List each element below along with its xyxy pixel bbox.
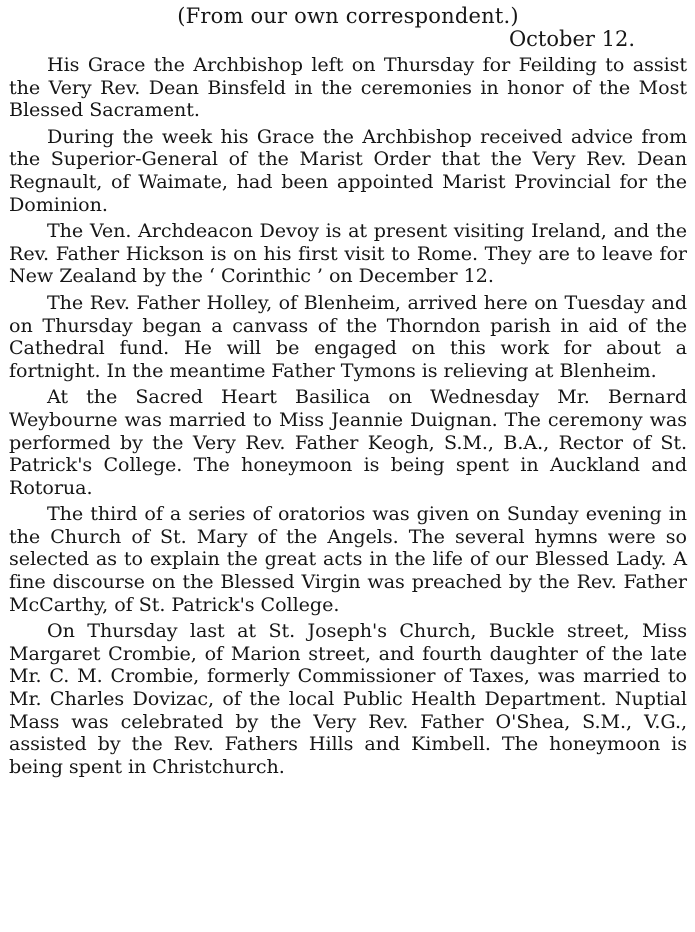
correspondent-heading: (From our own correspondent.) <box>177 4 519 28</box>
paragraph-crombie-wedding: On Thursday last at St. Joseph's Church, Buckle street, Miss Margaret Crombie, of Marion street, and fourth daughter of the late Mr. C. M. Crombie, formerly Commissioner of Taxes, was married to Mr. Charles Dovizac, of the local Public Health Department. Nuptial Mass was celebrated by the Very Rev. Father O'Shea, S.M., V.G., assisted by the Rev. Fathers Hills and Kimbell. The honeymoon is being spent in Christchurch. <box>9 619 687 778</box>
paragraph-oratorios: The third of a series of oratorios was given on Sunday evening in the Church of St. Mary of the Angels. The several hymns were so selected as to explain the great acts in the life of our Blessed Lady. A fine discourse on the Blessed Virgin was preached by the Rev. Father McCarthy, of St. Patrick's College. <box>9 502 687 616</box>
paragraph-marist-provincial: During the week his Grace the Archbishop received advice from the Superior-General of the Marist Order that the Very Rev. Dean Regnault, of Waimate, had been appointed Marist Provincial for the Dominion. <box>9 124 687 216</box>
dateline: October 12. <box>508 27 635 51</box>
paragraph-father-holley: The Rev. Father Holley, of Blenheim, arrived here on Tuesday and on Thursday began a canvass of the Thorndon parish in aid of the Cathedral fund. He will be engaged on this work for about a fortnight. In the meantime Father Tymons is relieving at Blenheim. <box>9 290 687 382</box>
newspaper-column <box>0 4 695 932</box>
paragraph-devoy-hickson: The Ven. Archdeacon Devoy is at present visiting Ireland, and the Rev. Father Hickson is on his first visit to Rome. They are to leave for New Zealand by the ‘ Corinthic ’ on December 12. <box>9 219 687 288</box>
paragraph-weybourne-wedding: At the Sacred Heart Basilica on Wednesday Mr. Bernard Weybourne was married to Miss Jeannie Duignan. The ceremony was performed by the Very Rev. Father Keogh, S.M., B.A., Rector of St. Patrick's College. The honeymoon is being spent in Auckland and Rotorua. <box>9 385 687 499</box>
paragraph-archbishop-feilding: His Grace the Archbishop left on Thursday for Feilding to assist the Very Rev. Dean Binsfeld in the ceremonies in honor of the Most Blessed Sacrament. <box>9 53 687 122</box>
